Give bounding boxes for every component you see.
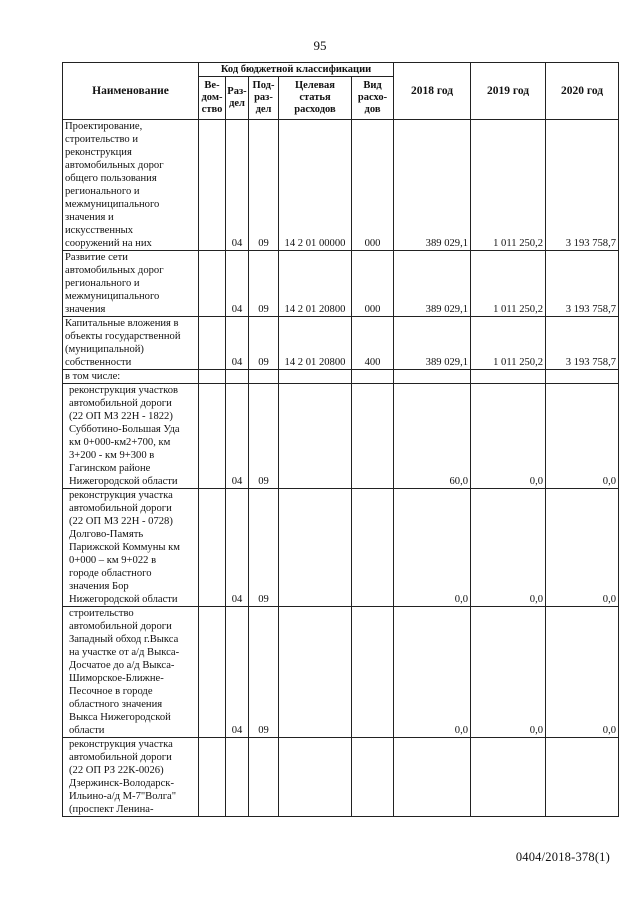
table-row [63, 251, 619, 317]
header-expense-type: Вид расхо- дов [352, 77, 394, 120]
row-subsection [249, 370, 279, 384]
row-department [199, 317, 226, 370]
row-value-2018: 389 029,1 [394, 317, 471, 370]
row-target-item [279, 607, 352, 738]
row-value-2020: 3 193 758,7 [546, 120, 619, 251]
row-subsection: 09 [249, 607, 279, 738]
row-expense-type [352, 738, 394, 817]
row-value-2019: 0,0 [471, 384, 546, 489]
row-target-item [279, 489, 352, 607]
row-subsection: 09 [249, 251, 279, 317]
row-expense-type [352, 489, 394, 607]
budget-table [62, 62, 619, 817]
row-name: Развитие сети автомобильных дорог регионального и межмуниципального значения [63, 251, 199, 317]
row-value-2019 [471, 738, 546, 817]
table-row [63, 489, 619, 607]
row-value-2020: 3 193 758,7 [546, 317, 619, 370]
row-value-2020 [546, 370, 619, 384]
row-section [226, 370, 249, 384]
row-value-2019: 1 011 250,2 [471, 120, 546, 251]
row-value-2019: 1 011 250,2 [471, 251, 546, 317]
row-section: 04 [226, 120, 249, 251]
row-department [199, 370, 226, 384]
row-expense-type: 000 [352, 120, 394, 251]
header-section: Раз- дел [226, 77, 249, 120]
row-subsection [249, 738, 279, 817]
header-subsection: Под- раз- дел [249, 77, 279, 120]
row-section: 04 [226, 317, 249, 370]
row-expense-type [352, 370, 394, 384]
row-value-2020: 0,0 [546, 607, 619, 738]
row-target-item [279, 738, 352, 817]
row-department [199, 120, 226, 251]
row-value-2018: 389 029,1 [394, 120, 471, 251]
row-subsection: 09 [249, 489, 279, 607]
row-subsection: 09 [249, 120, 279, 251]
row-value-2019: 0,0 [471, 489, 546, 607]
row-section: 04 [226, 251, 249, 317]
header-department: Ве- дом- ство [199, 77, 226, 120]
row-target-item [279, 370, 352, 384]
table-row [63, 120, 619, 251]
row-name: строительство автомобильной дороги Западный обход г.Выкса на участке от а/д Выкса- Досчатое до а/д Выкса- Шиморское-Ближне- Песочное в городе областного значения Выкса Нижегородской области [63, 607, 199, 738]
header-year-2020: 2020 год [546, 63, 619, 120]
row-department [199, 607, 226, 738]
row-name: реконструкция участков автомобильной дороги (22 ОП МЗ 22Н - 1822) Субботино-Большая Уда км 0+000-км2+700, км 3+200 - км 9+300 в Гагинском районе Нижегородской области [63, 384, 199, 489]
row-department [199, 738, 226, 817]
row-value-2018: 60,0 [394, 384, 471, 489]
table-row [63, 738, 619, 817]
row-name: реконструкция участка автомобильной дороги (22 ОП РЗ 22К-0026) Дзержинск-Володарск- Ильино-а/д М-7"Волга" (проспект Ленина- [63, 738, 199, 817]
row-value-2018: 389 029,1 [394, 251, 471, 317]
row-value-2018 [394, 738, 471, 817]
row-name: Проектирование, строительство и реконструкция автомобильных дорог общего пользования регионального и межмуниципального значения и искусственных сооружений на них [63, 120, 199, 251]
table-row [63, 384, 619, 489]
row-expense-type [352, 607, 394, 738]
header-budget-code: Код бюджетной классификации [199, 63, 394, 77]
header-target-item: Целевая статья расходов [279, 77, 352, 120]
document-number: 0404/2018-378(1) [515, 850, 610, 864]
table-row [63, 370, 619, 384]
row-value-2020 [546, 738, 619, 817]
row-section: 04 [226, 607, 249, 738]
row-value-2020: 0,0 [546, 384, 619, 489]
row-name: Капитальные вложения в объекты государственной (муниципальной) собственности [63, 317, 199, 370]
row-target-item: 14 2 01 20800 [279, 317, 352, 370]
row-value-2019: 0,0 [471, 607, 546, 738]
row-target-item: 14 2 01 20800 [279, 251, 352, 317]
row-target-item [279, 384, 352, 489]
header-name: Наименование [63, 63, 199, 120]
row-value-2018 [394, 370, 471, 384]
row-department [199, 489, 226, 607]
header-year-2018: 2018 год [394, 63, 471, 120]
row-section: 04 [226, 489, 249, 607]
page-number: 95 [313, 38, 327, 53]
row-expense-type [352, 384, 394, 489]
row-value-2020: 3 193 758,7 [546, 251, 619, 317]
header-year-2019: 2019 год [471, 63, 546, 120]
row-target-item: 14 2 01 00000 [279, 120, 352, 251]
row-subsection: 09 [249, 317, 279, 370]
row-expense-type: 000 [352, 251, 394, 317]
row-section: 04 [226, 384, 249, 489]
row-name: реконструкция участка автомобильной дороги (22 ОП МЗ 22Н - 0728) Долгово-Память Парижской Коммуны км 0+000 – км 9+022 в городе областного значения Бор Нижегородской области [63, 489, 199, 607]
row-subsection: 09 [249, 384, 279, 489]
row-value-2019 [471, 370, 546, 384]
row-expense-type: 400 [352, 317, 394, 370]
row-name: в том числе: [63, 370, 199, 384]
row-department [199, 251, 226, 317]
row-value-2019: 1 011 250,2 [471, 317, 546, 370]
table-row [63, 317, 619, 370]
table-row [63, 607, 619, 738]
row-section [226, 738, 249, 817]
row-value-2018: 0,0 [394, 489, 471, 607]
row-value-2018: 0,0 [394, 607, 471, 738]
row-department [199, 384, 226, 489]
row-value-2020: 0,0 [546, 489, 619, 607]
